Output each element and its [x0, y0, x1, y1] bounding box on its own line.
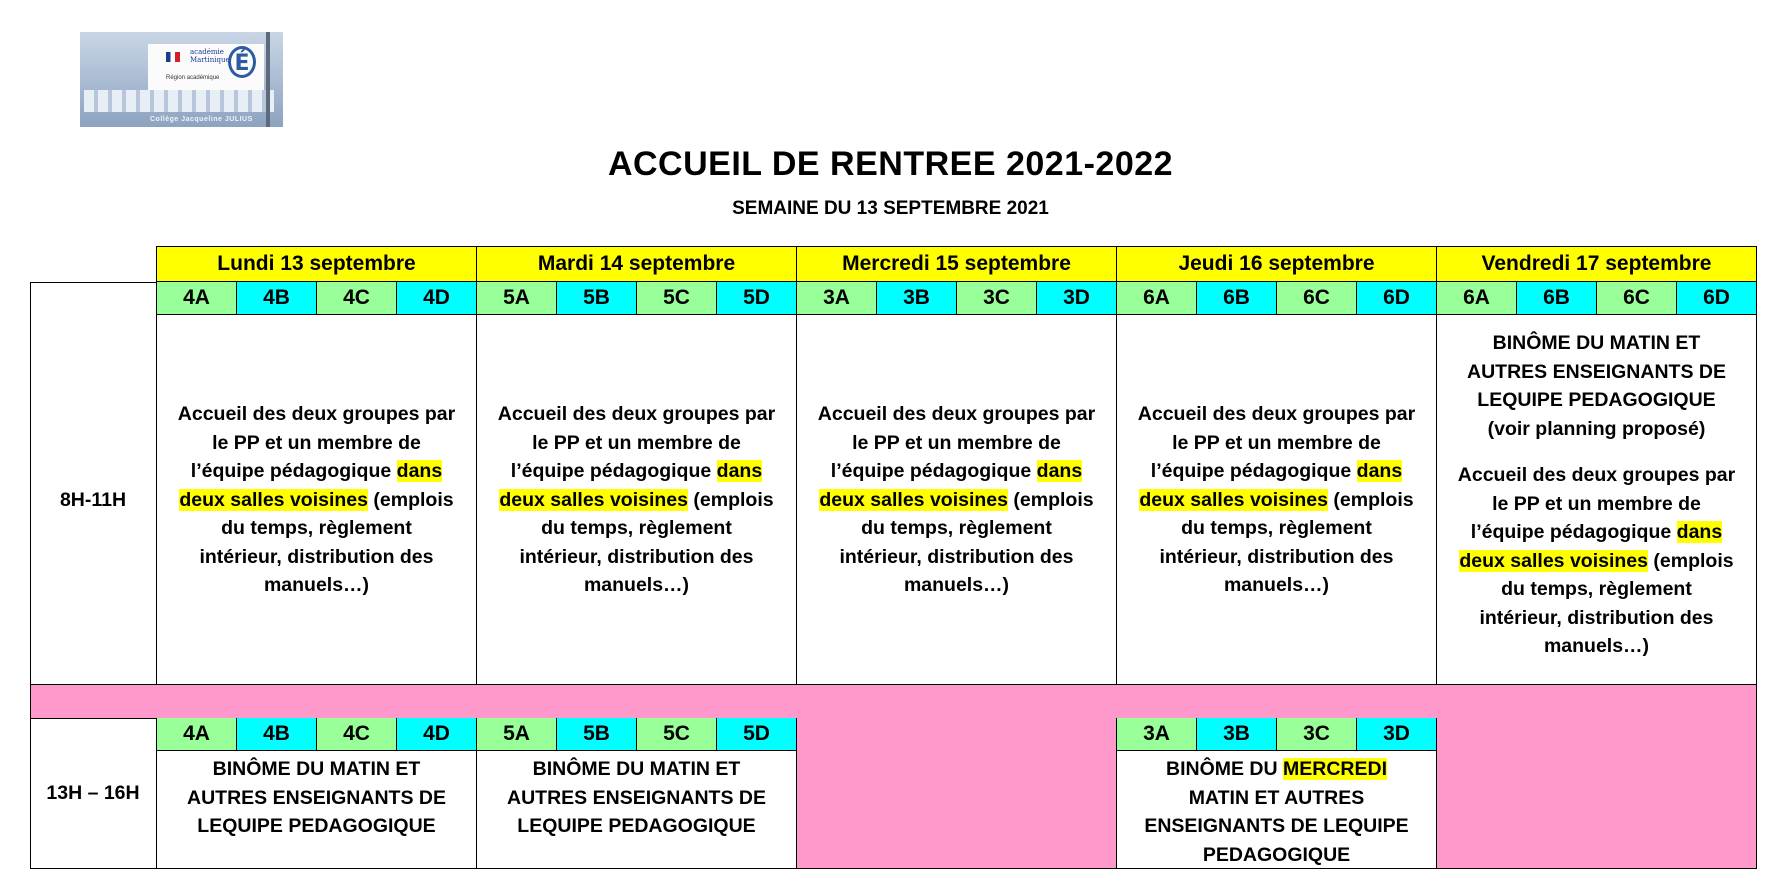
class-cell: 4D [396, 282, 476, 315]
class-cell: 4B [236, 282, 316, 315]
class-cell: 4D [396, 718, 476, 751]
logo-pole [266, 32, 270, 127]
class-cell: 4C [316, 282, 396, 315]
day-header-monday: Lundi 13 septembre [156, 246, 476, 282]
afternoon-cell-friday-empty [1436, 718, 1757, 869]
morning-cell-thursday: Accueil des deux groupes par le PP et un membre de l’équipe pédagogique dans deux salles voisines (emplois du temps, règlement intérieur, distribution des manuels…) [1116, 315, 1436, 685]
class-cell: 3D [1356, 718, 1436, 751]
time-slot-morning: 8H-11H [59, 488, 127, 511]
class-cell: 5D [716, 718, 796, 751]
class-cell: 3A [1116, 718, 1196, 751]
class-cell: 4C [316, 718, 396, 751]
school-logo [80, 32, 283, 127]
class-cell: 5B [556, 718, 636, 751]
class-cell: 4A [156, 718, 236, 751]
class-cell: 4A [156, 282, 236, 315]
class-cell: 6D [1356, 282, 1436, 315]
class-cell: 6B [1516, 282, 1596, 315]
day-header-tuesday: Mardi 14 septembre [476, 246, 796, 282]
time-slot-afternoon: 13H – 16H [46, 782, 140, 804]
class-cell: 6A [1116, 282, 1196, 315]
logo-college-name: Collège Jacqueline JULIUS [150, 116, 253, 123]
class-cell: 6D [1676, 282, 1757, 315]
class-cell: 3D [1036, 282, 1116, 315]
class-cell: 5D [716, 282, 796, 315]
morning-cell-friday: BINÔME DU MATIN ET AUTRES ENSEIGNANTS DE LEQUIPE PEDAGOGIQUE (voir planning proposé) Accueil des deux groupes par le PP et un membre de l’équipe pédagogique dans deux salles voisines (emplois du temps, règlement intérieur, distribution des manuels…) [1436, 315, 1757, 685]
day-header-thursday: Jeudi 16 septembre [1116, 246, 1436, 282]
class-cell: 3C [1276, 718, 1356, 751]
class-cell: 6C [1276, 282, 1356, 315]
lunch-break-band [30, 684, 1757, 719]
class-cell: 5B [556, 282, 636, 315]
class-cell: 3A [796, 282, 876, 315]
afternoon-cell-wednesday-empty [796, 718, 1116, 869]
page-subtitle: SEMAINE DU 13 SEPTEMBRE 2021 [732, 198, 1049, 219]
morning-cell-monday: Accueil des deux groupes par le PP et un membre de l’équipe pédagogique dans deux salles voisines (emplois du temps, règlement intérieur, distribution des manuels…) [156, 315, 476, 685]
class-cell: 6B [1196, 282, 1276, 315]
class-cell: 4B [236, 718, 316, 751]
class-cell: 5C [636, 282, 716, 315]
afternoon-cell-monday: BINÔME DU MATIN ET AUTRES ENSEIGNANTS DE LEQUIPE PEDAGOGIQUE [156, 751, 476, 869]
day-header-friday: Vendredi 17 septembre [1436, 246, 1757, 282]
morning-cell-wednesday: Accueil des deux groupes par le PP et un membre de l’équipe pédagogique dans deux salles voisines (emplois du temps, règlement intérieur, distribution des manuels…) [796, 315, 1116, 685]
class-cell: 6A [1436, 282, 1516, 315]
logo-academie-text: académie Martinique [190, 48, 230, 64]
morning-cell-tuesday: Accueil des deux groupes par le PP et un membre de l’équipe pédagogique dans deux salles voisines (emplois du temps, règlement intérieur, distribution des manuels…) [476, 315, 796, 685]
afternoon-cell-tuesday: BINÔME DU MATIN ET AUTRES ENSEIGNANTS DE LEQUIPE PEDAGOGIQUE [476, 751, 796, 869]
building-image [84, 90, 274, 112]
afternoon-cell-thursday: BINÔME DU MERCREDI MATIN ET AUTRES ENSEIGNANTS DE LEQUIPE PEDAGOGIQUE [1116, 751, 1436, 869]
class-cell: 5C [636, 718, 716, 751]
class-cell: 6C [1596, 282, 1676, 315]
day-header-wednesday: Mercredi 15 septembre [796, 246, 1116, 282]
academie-e-logo-icon: É [228, 46, 256, 78]
class-cell: 3B [876, 282, 956, 315]
class-cell: 5A [476, 282, 556, 315]
class-cell: 3B [1196, 718, 1276, 751]
class-cell: 5A [476, 718, 556, 751]
logo-region-text: Région académique [166, 75, 220, 81]
french-flag-icon [166, 52, 180, 62]
page-title: ACCUEIL DE RENTREE 2021-2022 [607, 145, 1174, 183]
class-cell: 3C [956, 282, 1036, 315]
